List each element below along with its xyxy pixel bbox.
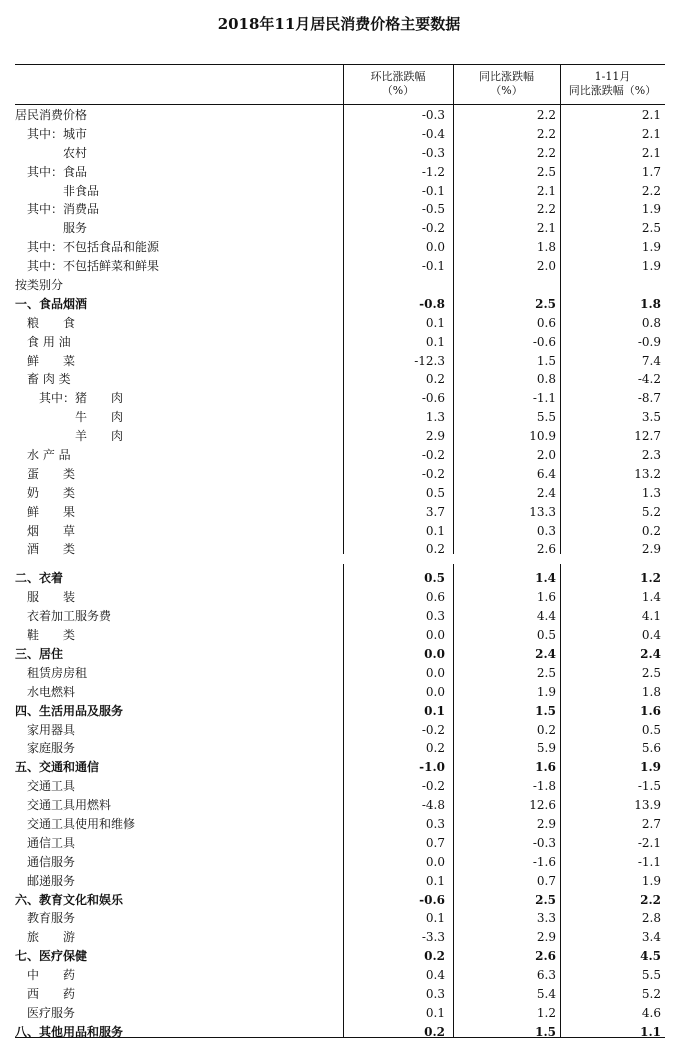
row-label: 通信工具 (15, 835, 76, 850)
yoy-value: 2.0 (536, 259, 556, 274)
ytd-value: -1.1 (637, 854, 661, 869)
mom-value: 0.5 (425, 485, 445, 500)
table-row (15, 664, 665, 683)
ytd-value: 1.7 (641, 164, 661, 179)
mom-value: -0.5 (421, 202, 445, 217)
table-category-row (15, 295, 665, 314)
table-category-row (15, 569, 665, 588)
row-label: 其中：猪 肉 (15, 391, 124, 406)
yoy-value: 10.9 (529, 429, 556, 444)
mom-value: 0.0 (425, 628, 445, 643)
row-label: 服 装 (15, 590, 76, 605)
yoy-value: 2.2 (536, 202, 556, 217)
table-row (15, 106, 665, 125)
table-row (15, 522, 665, 541)
yoy-value: 1.5 (536, 353, 556, 368)
ytd-value: 1.4 (641, 590, 661, 605)
ytd-value: 2.1 (641, 145, 661, 160)
ytd-value: 1.6 (640, 703, 661, 718)
row-label: 奶 类 (15, 485, 76, 500)
ytd-value: -4.2 (637, 372, 661, 387)
mom-value: -0.1 (421, 183, 445, 198)
mom-value: 0.5 (424, 571, 445, 586)
row-label: 水电燃料 (15, 684, 76, 699)
row-label: 烟 草 (15, 523, 76, 538)
table-row (15, 909, 665, 928)
row-label: 六、教育文化和娱乐 (15, 892, 124, 907)
yoy-value: 2.9 (536, 930, 556, 945)
mom-value: 0.1 (425, 334, 445, 349)
yoy-value: -0.6 (532, 334, 556, 349)
table-row (15, 607, 665, 626)
row-label: 非食品 (15, 183, 100, 198)
table-category-row (15, 758, 665, 777)
mom-value: -3.3 (421, 930, 445, 945)
yoy-value: 3.3 (536, 911, 556, 926)
mom-value: 1.3 (425, 410, 445, 425)
ytd-value: 1.8 (640, 296, 661, 311)
yoy-value: 6.4 (536, 466, 556, 481)
table-category-row (15, 702, 665, 721)
mom-value: 0.1 (425, 523, 445, 538)
table-row (15, 739, 665, 758)
ytd-value: 1.9 (641, 240, 661, 255)
row-label: 医疗服务 (15, 1005, 76, 1020)
ytd-value: 0.2 (641, 523, 661, 538)
mom-value: -12.3 (414, 353, 445, 368)
mom-value: 0.3 (425, 609, 445, 624)
mom-value: -0.2 (421, 722, 445, 737)
yoy-value: 2.4 (535, 646, 556, 661)
table-row (15, 144, 665, 163)
table-row (15, 928, 665, 947)
yoy-value: 0.6 (536, 315, 556, 330)
yoy-value: 2.6 (536, 542, 556, 557)
table-row (15, 815, 665, 834)
mom-value: -1.0 (419, 760, 445, 775)
ytd-value: 0.4 (641, 628, 661, 643)
row-label: 五、交通和通信 (15, 760, 100, 775)
row-label: 交通工具使用和维修 (15, 816, 136, 831)
yoy-value: 12.6 (529, 798, 556, 813)
mom-value: 0.1 (424, 703, 445, 718)
mom-value: 0.0 (425, 854, 445, 869)
mom-value: 0.1 (425, 911, 445, 926)
mom-value: 0.2 (424, 1024, 445, 1039)
row-label: 居民消费价格 (15, 108, 88, 122)
yoy-value: 5.5 (536, 410, 556, 425)
mom-value: 2.9 (425, 429, 445, 444)
row-label: 八、其他用品和服务 (15, 1024, 124, 1039)
table-row (15, 966, 665, 985)
table-row (15, 721, 665, 740)
yoy-value: 5.9 (536, 741, 556, 756)
ytd-value: 0.8 (641, 315, 661, 330)
yoy-value: 0.7 (536, 873, 556, 888)
yoy-value: 2.0 (536, 448, 556, 463)
ytd-value: 12.7 (634, 429, 661, 444)
row-label: 一、食品烟酒 (15, 296, 88, 311)
ytd-value: 1.2 (640, 571, 661, 586)
mom-value: -0.3 (421, 145, 445, 160)
row-label: 酒 类 (15, 542, 76, 557)
ytd-value: 4.1 (641, 609, 661, 624)
table-row (15, 257, 665, 276)
header-mom-line1: 环比涨跌幅 (370, 70, 426, 83)
ytd-value: -2.1 (637, 835, 661, 850)
mom-value: -0.2 (421, 221, 445, 236)
ytd-value: 2.2 (640, 892, 661, 907)
row-label: 蛋 类 (15, 466, 76, 481)
yoy-value: 2.4 (536, 485, 556, 500)
yoy-value: 0.3 (536, 523, 556, 538)
table-row (15, 588, 665, 607)
row-label: 畜 肉 类 (15, 372, 71, 387)
table-row (15, 683, 665, 702)
table-category-row (15, 891, 665, 910)
mom-value: -0.2 (421, 448, 445, 463)
yoy-value: 2.2 (536, 126, 556, 141)
row-label: 其中：食品 (15, 164, 88, 179)
table-row (15, 446, 665, 465)
yoy-value: 0.5 (536, 628, 556, 643)
row-label: 旅 游 (15, 930, 76, 945)
table-row (15, 182, 665, 201)
table-row (15, 389, 665, 408)
mom-value: 0.0 (425, 684, 445, 699)
mom-value: -0.4 (421, 126, 445, 141)
header-yoy-line1: 同比涨跌幅 (479, 70, 534, 83)
ytd-value: 1.9 (640, 760, 661, 775)
header-yoy (453, 64, 560, 104)
table-row (15, 465, 665, 484)
ytd-value: 0.5 (641, 722, 661, 737)
row-label: 牛 肉 (15, 410, 124, 425)
header-ytd-line2: 同比涨跌幅（%） (568, 84, 657, 97)
yoy-value: -1.8 (532, 779, 556, 794)
mom-value: -0.6 (421, 391, 445, 406)
mom-value: 3.7 (425, 504, 445, 519)
ytd-value: 3.5 (641, 410, 661, 425)
ytd-value: 1.3 (641, 485, 661, 500)
header-ytd-line1: 1-11月 (594, 70, 631, 83)
table-row (15, 872, 665, 891)
ytd-value: 1.8 (641, 684, 661, 699)
table-row (15, 163, 665, 182)
row-label: 西 药 (15, 986, 76, 1001)
ytd-value: 5.2 (641, 504, 661, 519)
yoy-value: 2.5 (536, 164, 556, 179)
table-body (15, 106, 665, 1042)
mom-value: 0.4 (425, 968, 445, 983)
row-label: 其中：城市 (15, 126, 88, 141)
ytd-value: 7.4 (641, 353, 661, 368)
header-yoy-line2: （%） (490, 84, 523, 97)
row-label: 其中：消费品 (15, 202, 100, 217)
yoy-value: 2.9 (536, 816, 556, 831)
row-label: 农村 (15, 145, 88, 160)
table-row (15, 796, 665, 815)
ytd-value: 2.1 (641, 126, 661, 141)
mom-value: 0.6 (425, 590, 445, 605)
yoy-value: -1.1 (532, 391, 556, 406)
mom-value: -0.2 (421, 779, 445, 794)
mom-value: -4.8 (421, 798, 445, 813)
row-label: 鲜 菜 (15, 353, 76, 368)
header-ytd (560, 64, 665, 104)
table-row (15, 408, 665, 427)
table-category-row (15, 947, 665, 966)
ytd-value: 5.5 (641, 968, 661, 983)
table-row (15, 276, 665, 295)
table-category-row (15, 645, 665, 664)
yoy-value: 4.4 (536, 609, 556, 624)
mom-value: 0.1 (425, 1005, 445, 1020)
row-label: 水 产 品 (15, 448, 71, 463)
mom-value: 0.3 (425, 816, 445, 831)
row-label: 粮 食 (15, 315, 76, 330)
yoy-value: 5.4 (536, 986, 556, 1001)
mom-value: 0.3 (425, 986, 445, 1001)
mom-value: 0.2 (425, 542, 445, 557)
table-row (15, 370, 665, 389)
table-row (15, 314, 665, 333)
table-row (15, 219, 665, 238)
table-row (15, 238, 665, 257)
ytd-value: 2.8 (641, 911, 661, 926)
ytd-value: -1.5 (637, 779, 661, 794)
header-mom (343, 64, 453, 104)
header-mom-line2: （%） (381, 84, 415, 97)
ytd-value: 1.9 (641, 873, 661, 888)
table-row (15, 352, 665, 371)
row-label: 其中：不包括鲜菜和鲜果 (15, 259, 160, 274)
yoy-value: 2.5 (535, 892, 556, 907)
mom-value: 0.0 (425, 240, 445, 255)
yoy-value: 1.5 (535, 1024, 556, 1039)
ytd-value: 2.5 (641, 665, 661, 680)
ytd-value: 5.6 (641, 741, 661, 756)
yoy-value: -1.6 (532, 854, 556, 869)
yoy-value: 2.6 (535, 949, 556, 964)
ytd-value: -8.7 (637, 391, 661, 406)
table-row (15, 484, 665, 503)
row-label: 邮递服务 (15, 873, 76, 888)
mom-value: 0.0 (424, 646, 445, 661)
ytd-value: 2.5 (641, 221, 661, 236)
yoy-value: 13.3 (529, 504, 556, 519)
yoy-value: 2.2 (536, 108, 556, 122)
row-label: 教育服务 (15, 911, 76, 926)
yoy-value: 1.8 (536, 240, 556, 255)
ytd-value: 2.9 (641, 542, 661, 557)
mom-value: 0.7 (425, 835, 445, 850)
ytd-value: 5.2 (641, 986, 661, 1001)
mom-value: -0.3 (421, 108, 445, 122)
table-row (15, 333, 665, 352)
row-label: 交通工具用燃料 (15, 798, 112, 813)
yoy-value: 1.6 (536, 590, 556, 605)
row-label: 家庭服务 (15, 741, 76, 756)
ytd-value: 2.3 (641, 448, 661, 463)
mom-value: 0.2 (425, 741, 445, 756)
yoy-value: 2.5 (535, 296, 556, 311)
table-row (15, 626, 665, 645)
table-row (15, 985, 665, 1004)
yoy-value: 0.2 (536, 722, 556, 737)
yoy-value: 1.2 (536, 1005, 556, 1020)
yoy-value: 2.5 (536, 665, 556, 680)
row-label: 家用器具 (15, 722, 76, 737)
row-label: 三、居住 (15, 646, 64, 661)
mom-value: -0.2 (421, 466, 445, 481)
yoy-value: 6.3 (536, 968, 556, 983)
mom-value: 0.0 (425, 665, 445, 680)
mom-value: 0.2 (424, 949, 445, 964)
yoy-value: 2.2 (536, 145, 556, 160)
row-label: 中 药 (15, 968, 76, 983)
mom-value: -1.2 (421, 164, 445, 179)
yoy-value: 1.5 (535, 703, 556, 718)
table-row (15, 125, 665, 144)
yoy-value: 0.8 (536, 372, 556, 387)
yoy-value: 2.1 (536, 183, 556, 198)
row-label: 按类别分 (15, 278, 64, 293)
ytd-value: 1.9 (641, 202, 661, 217)
table-row (15, 834, 665, 853)
yoy-value: 1.4 (535, 571, 556, 586)
yoy-value: 1.9 (536, 684, 556, 699)
page-title: 2018年11月居民消费价格主要数据 (217, 15, 461, 33)
ytd-value: 2.1 (641, 108, 661, 122)
ytd-value: 2.2 (641, 183, 661, 198)
row-label: 租赁房房租 (15, 665, 88, 680)
mom-value: 0.2 (425, 372, 445, 387)
yoy-value: 1.6 (535, 760, 556, 775)
table-row (15, 777, 665, 796)
table-row (15, 540, 665, 559)
table-row (15, 1004, 665, 1023)
row-label: 食 用 油 (15, 334, 71, 349)
row-label: 鞋 类 (15, 628, 76, 643)
row-label: 服务 (15, 221, 88, 236)
table-row (15, 200, 665, 219)
row-label: 其中：不包括食品和能源 (15, 240, 160, 255)
row-label: 衣着加工服务费 (15, 609, 112, 624)
ytd-value: 1.1 (640, 1024, 661, 1039)
mom-value: -0.6 (419, 892, 445, 907)
table-row (15, 853, 665, 872)
ytd-value: -0.9 (637, 334, 661, 349)
yoy-value: 2.1 (536, 221, 556, 236)
row-label: 七、医疗保健 (15, 949, 88, 964)
mom-value: 0.1 (425, 873, 445, 888)
table-row (15, 427, 665, 446)
ytd-value: 4.6 (641, 1005, 661, 1020)
yoy-value: -0.3 (532, 835, 556, 850)
ytd-value: 3.4 (641, 930, 661, 945)
ytd-value: 2.7 (641, 816, 661, 831)
row-label: 通信服务 (15, 854, 76, 869)
row-label: 鲜 果 (15, 504, 76, 519)
table-category-row (15, 1023, 665, 1042)
ytd-value: 13.2 (634, 466, 661, 481)
row-label: 羊 肉 (15, 429, 124, 444)
ytd-value: 2.4 (640, 646, 661, 661)
row-label: 四、生活用品及服务 (15, 703, 124, 718)
mom-value: -0.8 (419, 296, 445, 311)
row-label: 二、衣着 (15, 571, 64, 586)
table-header-rule (15, 104, 665, 105)
ytd-value: 4.5 (640, 949, 661, 964)
ytd-value: 1.9 (641, 259, 661, 274)
ytd-value: 13.9 (634, 798, 661, 813)
row-label: 交通工具 (15, 779, 76, 794)
mom-value: 0.1 (425, 315, 445, 330)
mom-value: -0.1 (421, 259, 445, 274)
table-row (15, 503, 665, 522)
